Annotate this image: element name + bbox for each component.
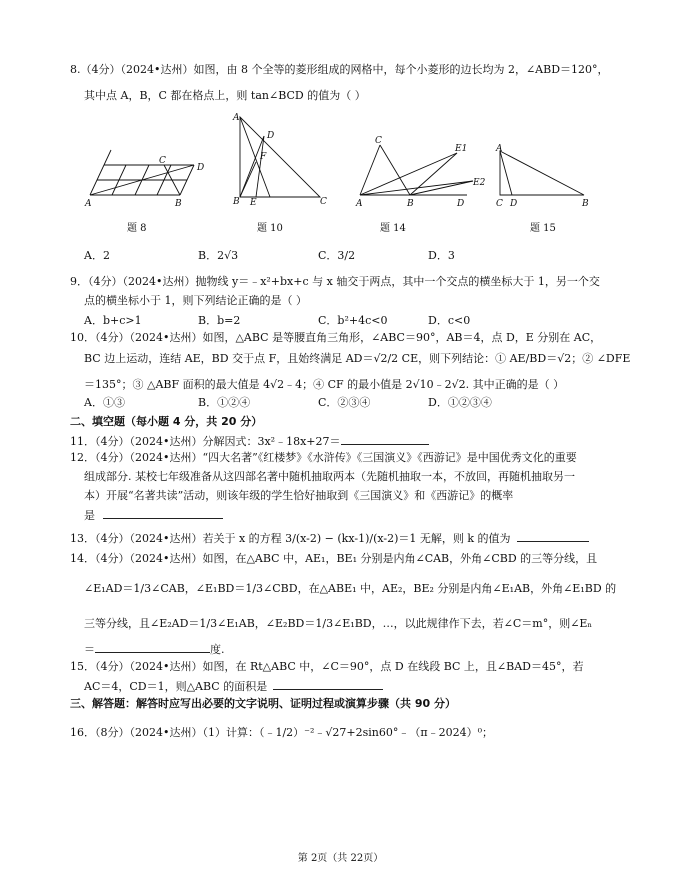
- figure-15: [492, 144, 592, 209]
- fig8-label-D: D: [197, 163, 205, 173]
- caption-fig8: 题 8: [127, 223, 147, 234]
- q14-line3: 三等分线，且∠E₂AD＝1/3∠E₁AB，∠E₂BD＝1/3∠E₁BD，…，以此规律作下去，若∠C＝m°，则∠Eₙ: [84, 617, 593, 630]
- q15-line1: 15．（4分）（2024•达州）如图，在 Rt△ABC 中，∠C＝90°，点 D 在线段 BC 上，且∠BAD＝45°，若: [70, 660, 584, 673]
- q10-option-a: A．①③: [84, 396, 125, 409]
- q16-text: 16．（8分）（2024•达州）（1）计算：（﹣1/2）⁻²﹣√27+2sin60°﹣（π﹣2024）⁰；: [70, 726, 493, 739]
- fig14-label-B: B: [407, 199, 414, 209]
- fig14-label-E1: E1: [455, 144, 468, 154]
- q12-line2: 组成部分. 某校七年级准备从这四部名著中随机抽取两本（先随机抽取一本，不放回，再随机抽取另一: [84, 470, 575, 483]
- q9-line1: 9．（4分）（2024•达州）抛物线 y＝﹣x²+bx+c 与 x 轴交于两点，其中一个交点的横坐标大于 1，另一个交: [70, 275, 600, 288]
- fig15-label-B: B: [582, 199, 589, 209]
- caption-fig10: 题 10: [257, 223, 283, 234]
- fig15-label-C: C: [496, 199, 503, 209]
- fig14-label-D: D: [457, 199, 465, 209]
- fig15-label-A: A: [496, 144, 503, 154]
- q10-line2: BC 边上运动，连结 AE，BD 交于点 F，且始终满足 AD＝√2/2 CE，则下列结论：① AE/BD＝√2；② ∠DFE: [84, 352, 631, 365]
- fig10-label-B: B: [233, 197, 240, 207]
- q9-option-a: A．b+c>1: [84, 314, 142, 327]
- fig10-label-E: E: [250, 198, 257, 208]
- q10-line1: 10．（4分）（2024•达州）如图，△ABC 是等腰直角三角形，∠ABC＝90°，AB＝4，点 D，E 分别在 AC，: [70, 331, 602, 344]
- q10-option-d: D．①②③④: [428, 396, 492, 409]
- q15-line2-text: AC＝4，CD＝1，则△ABC 的面积是: [84, 680, 268, 693]
- q12-line1: 12．（4分）（2024•达州）“四大名著”《红楼梦》《水浒传》《三国演义》《西游记》是中国优秀文化的重要: [70, 451, 577, 464]
- caption-fig15: 题 15: [530, 223, 556, 234]
- q13-answer-blank[interactable]: [517, 530, 589, 542]
- q15-line2: [84, 678, 383, 694]
- q8-option-b: B．2√3: [198, 249, 239, 262]
- fig10-label-D: D: [267, 131, 275, 141]
- q12-answer-blank[interactable]: [103, 507, 223, 519]
- caption-fig14: 题 14: [380, 223, 406, 234]
- q9-line2: 点的横坐标小于 1，则下列结论正确的是（ ）: [84, 294, 307, 307]
- q8-option-a: A．2: [84, 249, 110, 262]
- fig10-label-F: F: [260, 152, 267, 162]
- fig14-label-E2: E2: [473, 178, 486, 188]
- q9-option-c: C．b²+4c<0: [318, 314, 388, 327]
- q13-text: [70, 530, 589, 546]
- q15-answer-blank[interactable]: [273, 678, 383, 690]
- q14-line4-text: ＝: [84, 643, 95, 656]
- page-footer: 第 2页（共 22页）: [297, 853, 384, 864]
- section-2-heading: 二、填空题（每小题 4 分，共 20 分）: [70, 415, 263, 428]
- q10-option-b: B．①②④: [198, 396, 251, 409]
- q13-label: 13．（4分）（2024•达州）若关于 x 的方程 3/(x-2) − (kx-1)/(x-2)＝1 无解，则 k 的值为: [70, 532, 511, 545]
- q11-answer-blank[interactable]: [341, 433, 429, 445]
- fig8-label-C: C: [159, 156, 166, 166]
- q11-text: [70, 433, 429, 449]
- q9-option-d: D．c<0: [428, 314, 471, 327]
- q9-option-b: B．b=2: [198, 314, 241, 327]
- figure-14: [355, 135, 490, 209]
- figure-10: [232, 112, 327, 207]
- fig8-label-A: A: [85, 199, 92, 209]
- fig15-label-D: D: [510, 199, 518, 209]
- figure-8: [85, 150, 215, 210]
- q12-line4-text: 是: [84, 509, 95, 522]
- q14-answer-blank[interactable]: [95, 641, 210, 653]
- fig10-label-A: A: [233, 113, 240, 123]
- q10-line3: ＝135°；③ △ABF 面积的最大值是 4√2﹣4；④ CF 的最小值是 2√10﹣2√2. 其中正确的是（ ）: [84, 378, 565, 391]
- q14-line1: 14．（4分）（2024•达州）如图，在△ABC 中，AE₁，BE₁ 分别是内角∠CAB，外角∠CBD 的三等分线，且: [70, 552, 598, 565]
- q14-line4: [84, 641, 225, 657]
- fig8-label-B: B: [175, 199, 182, 209]
- q12-line4: [84, 507, 223, 523]
- q12-line3: 本）开展“名著共读”活动，则该年级的学生恰好抽取到《三国演义》和《西游记》的概率: [84, 489, 514, 502]
- q8-option-d: D．3: [428, 249, 455, 262]
- q8-option-c: C．3/2: [318, 249, 356, 262]
- q8-line1: 8.（4分）（2024•达州）如图，由 8 个全等的菱形组成的网格中，每个小菱形的边长均为 2，∠ABD＝120°，: [70, 63, 609, 76]
- fig14-label-A: A: [356, 199, 363, 209]
- q11-label: 11．（4分）（2024•达州）分解因式：3x²﹣18x+27＝: [70, 435, 341, 448]
- q8-line2: 其中点 A，B，C 都在格点上，则 tan∠BCD 的值为（ ）: [84, 89, 366, 102]
- q14-line4-end: 度.: [210, 643, 225, 656]
- section-3-heading: 三、解答题：解答时应写出必要的文字说明、证明过程或演算步骤（共 90 分）: [70, 697, 456, 710]
- q10-option-c: C．②③④: [318, 396, 371, 409]
- fig14-label-C: C: [375, 136, 382, 146]
- fig10-label-C: C: [320, 197, 327, 207]
- q14-line2: ∠E₁AD＝1/3∠CAB，∠E₁BD＝1/3∠CBD，在△ABE₁ 中，AE₂，BE₂ 分别是内角∠E₁AB，外角∠E₁BD 的: [84, 582, 617, 595]
